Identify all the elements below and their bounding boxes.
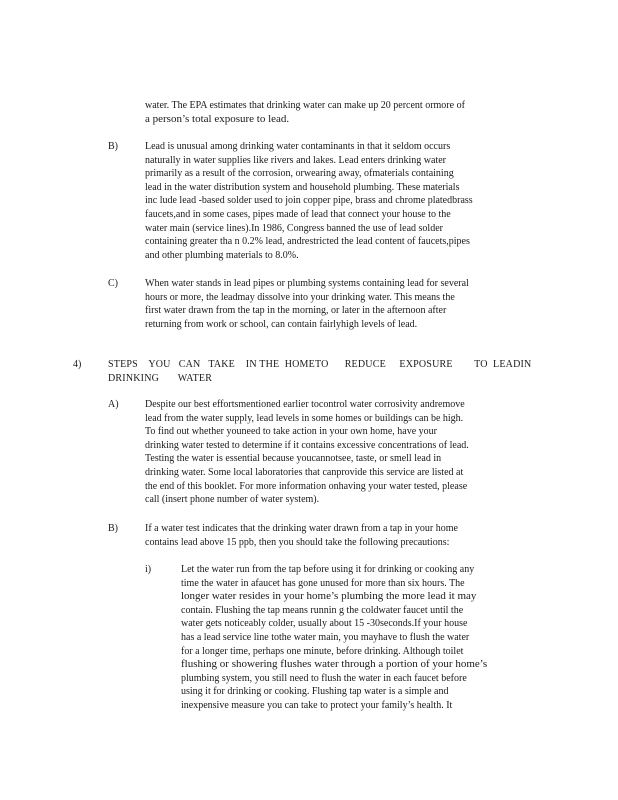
text-line: containing greater tha n 0.2% lead, andrestricted the lead content of faucets,pipes (145, 236, 470, 248)
text-line: lead in the water distribution system and household plumbing. These materials (145, 181, 460, 193)
item-marker: A) (108, 399, 119, 410)
text-line: using it for drinking or cooking. Flushing tap water is a simple and (181, 686, 449, 698)
paragraph-b-lead-unusual (145, 140, 513, 262)
text-line: first water drawn from the tap in the morning, or later in the afternoon after (145, 305, 447, 317)
text-line: inc lude lead -based solder used to join copper pipe, brass and chrome platedbrass (145, 195, 473, 207)
heading-line: STEPS YOU CAN TAKE IN THE HOMETO REDUCE EXPOSURE TO LEADIN (108, 359, 532, 370)
item-marker: i) (145, 564, 152, 575)
text-line: drinking water tested to determine if it contains excessive concentrations of lead. (145, 439, 469, 451)
text-line: longer water resides in your home’s plumbing the more lead it may (181, 590, 477, 603)
text-line: contain. Flushing the tap means runnin g the coldwater faucet until the (181, 604, 464, 616)
text-line: Despite our best effortsmentioned earlier tocontrol water corrosivity andremove (145, 399, 465, 410)
text-line: naturally in water supplies like rivers and lakes. Lead enters drinking water (145, 154, 447, 166)
text-line: returning from work or school, can contain fairlyhigh levels of lead. (145, 318, 418, 330)
text-line: inexpensive measure you can take to protect your family’s health. It (181, 699, 453, 711)
text-line: water. The EPA estimates that drinking water can make up 20 percent ormore of (145, 100, 465, 111)
heading-line: DRINKING WATER (108, 372, 213, 384)
section-number: 4) (73, 359, 82, 370)
text-line: Let the water run from the tap before using it for drinking or cooking any (181, 564, 475, 575)
text-line: water gets noticeably colder, usually about 15 -30seconds.If your house (181, 618, 468, 630)
intro-paragraph (145, 99, 534, 126)
section-heading (108, 358, 532, 385)
text-line: primarily as a result of the corrosion, orwearing away, ofmaterials containing (145, 168, 454, 180)
text-line: a person’s total exposure to lead. (145, 112, 290, 125)
item-marker: B) (108, 523, 118, 534)
text-line: and other plumbing materials to 8.0%. (145, 249, 299, 261)
paragraph-a-testing (145, 398, 533, 507)
text-line: To find out whether youneed to take action in your own home, have your (145, 426, 438, 438)
item-marker: B) (108, 141, 118, 152)
text-line: contains lead above 15 ppb, then you should take the following precautions: (145, 536, 450, 548)
paragraph-c-water-stands (145, 277, 518, 331)
paragraph-i-flushing (181, 563, 532, 713)
text-line: flushing or showering flushes water through a portion of your home’s (181, 658, 488, 671)
text-line: hours or more, the leadmay dissolve into your drinking water. This means the (145, 291, 455, 303)
text-line: Testing the water is essential because youcannotsee, taste, or smell lead in (145, 453, 442, 465)
text-line: call (insert phone number of water system). (145, 494, 320, 506)
text-line: water main (service lines).In 1986, Congress banned the use of lead solder (145, 222, 443, 234)
text-line: When water stands in lead pipes or plumbing systems containing lead for several (145, 278, 469, 289)
text-line: time the water in afaucet has gone unused for more than six hours. The (181, 577, 465, 589)
text-line: If a water test indicates that the drinking water drawn from a tap in your home (145, 523, 458, 534)
text-line: faucets,and in some cases, pipes made of lead that connect your house to the (145, 208, 451, 220)
text-line: for a longer time, perhaps one minute, before drinking. Although toilet (181, 645, 464, 657)
text-line: Lead is unusual among drinking water contaminants in that it seldom occurs (145, 141, 451, 152)
text-line: lead from the water supply, lead levels in some homes or buildings can be high. (145, 412, 464, 424)
paragraph-b-precautions (145, 522, 517, 549)
item-marker: C) (108, 278, 118, 289)
text-line: the end of this booklet. For more information onhaving your water tested, please (145, 480, 468, 492)
text-line: has a lead service line tothe water main, you mayhave to flush the water (181, 631, 470, 643)
text-line: plumbing system, you still need to flush the water in each faucet before (181, 672, 467, 684)
text-line: drinking water. Some local laboratories that canprovide this service are listed at (145, 466, 464, 478)
